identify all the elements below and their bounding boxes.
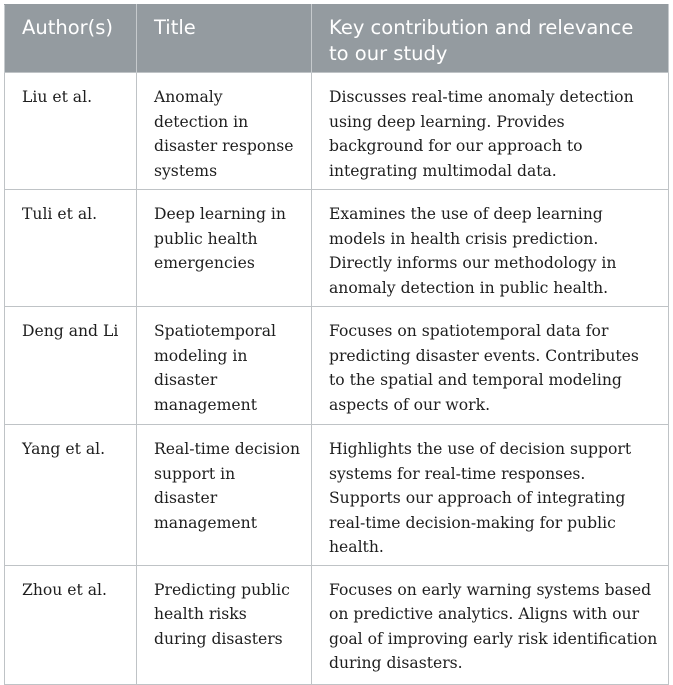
table-header-row: [5, 5, 669, 73]
table-row: [5, 190, 669, 307]
cell-author: Tuli et al.: [5, 190, 137, 307]
header-contribution: Key contribution and relevance to our study: [312, 5, 669, 73]
cell-contribution: Focuses on spatiotemporal data for predicting disaster events. Contributes to the spatial and temporal modeling aspects of our work.: [312, 307, 669, 425]
cell-contribution: Examines the use of deep learning models in health crisis prediction. Directly informs our methodology in anomaly detection in public health.: [312, 190, 669, 307]
cell-author: Yang et al.: [5, 425, 137, 566]
table-row: [5, 307, 669, 425]
cell-contribution: Focuses on early warning systems based on predictive analytics. Aligns with our goal of improving early risk identification during disasters.: [312, 565, 669, 684]
table-row: [5, 565, 669, 684]
table-row: [5, 73, 669, 190]
cell-author: Zhou et al.: [5, 565, 137, 684]
cell-title: Real-time decision support in disaster management: [137, 425, 312, 566]
header-title: Title: [137, 5, 312, 73]
cell-author: Deng and Li: [5, 307, 137, 425]
cell-title: Spatiotemporal modeling in disaster management: [137, 307, 312, 425]
literature-table: [4, 4, 669, 685]
cell-contribution: Discusses real-time anomaly detection using deep learning. Provides background for our approach to integrating multimodal data.: [312, 73, 669, 190]
cell-title: Predicting public health risks during disasters: [137, 565, 312, 684]
cell-title: Anomaly detection in disaster response systems: [137, 73, 312, 190]
cell-title: Deep learning in public health emergencies: [137, 190, 312, 307]
cell-contribution: Highlights the use of decision support systems for real-time responses. Supports our approach of integrating real-time decision-making for public health.: [312, 425, 669, 566]
cell-author: Liu et al.: [5, 73, 137, 190]
header-authors: Author(s): [5, 5, 137, 73]
table-row: [5, 425, 669, 566]
